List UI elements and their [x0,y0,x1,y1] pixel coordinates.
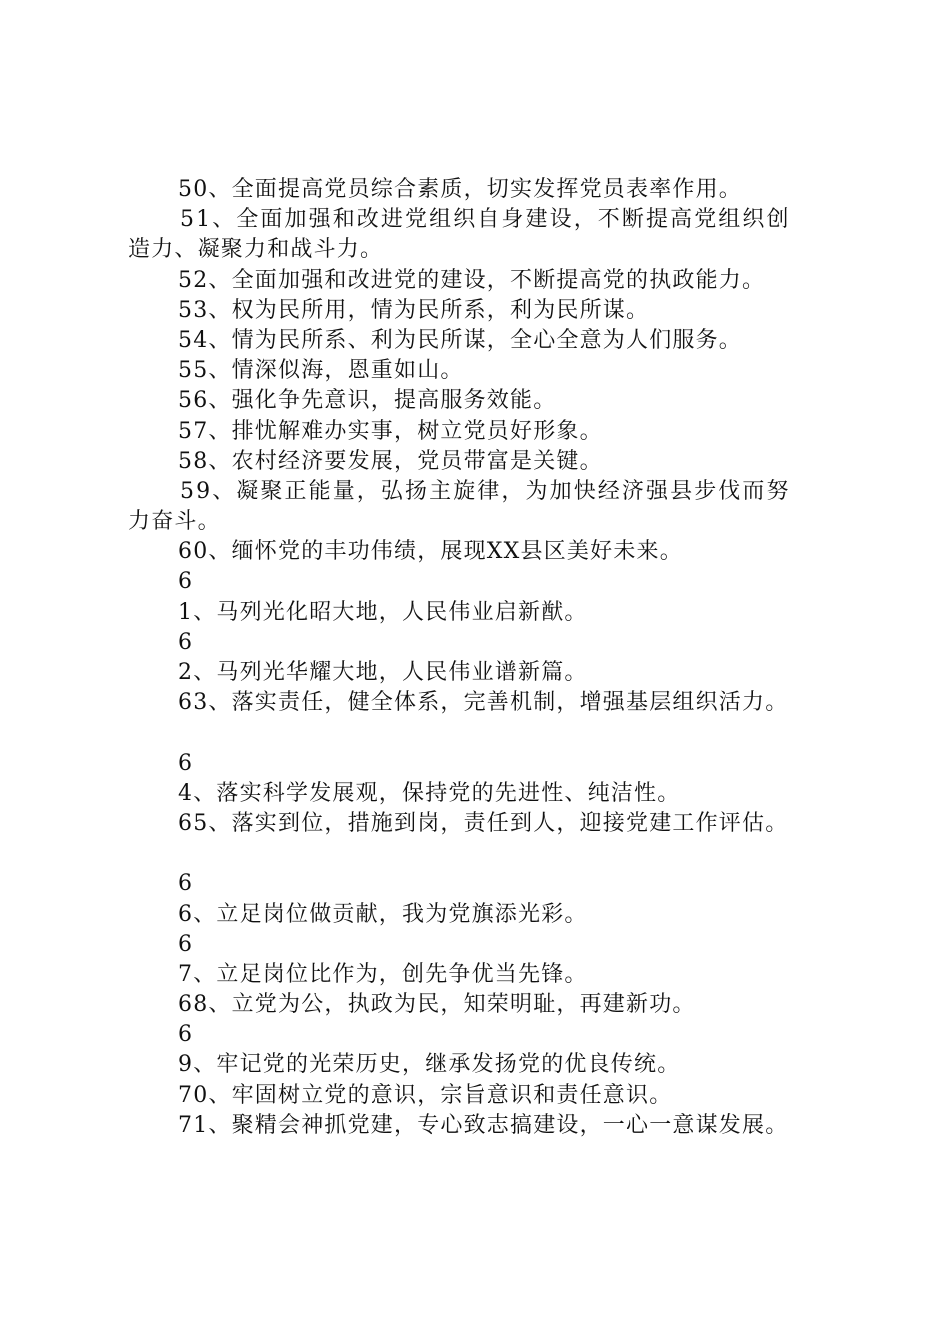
text-line: 57、排忧解难办实事，树立党员好形象。 [178,418,603,444]
text-line: 4、落实科学发展观，保持党的先进性、纯洁性。 [178,780,681,806]
text-line: 58、农村经济要发展，党员带富是关键。 [178,448,603,474]
blank-line [128,718,848,748]
document-body [128,175,848,1141]
text-line: 1、马列光化昭大地，人民伟业启新猷。 [178,599,588,625]
text-line: 6 [178,1022,194,1048]
text-line: 56、强化争先意识，提高服务效能。 [178,388,557,414]
blank-line [128,839,848,869]
text-line: 7、立足岗位比作为，创先争优当先锋。 [178,961,588,987]
text-line: 2、马列光华耀大地，人民伟业谱新篇。 [178,660,588,685]
text-line: 68、立党为公，执政为民，知荣明耻，再建新功。 [178,992,696,1018]
text-line: 6 [178,629,194,655]
text-line: 65、落实到位，措施到岗，责任到人，迎接党建工作评估。 [178,810,789,836]
text-line: 52、全面加强和改进党的建设，不断提高党的执政能力。 [178,267,766,293]
text-line: 6、立足岗位做贡献，我为党旗添光彩。 [178,901,588,927]
text-line: 6 [178,569,194,595]
text-line: 50、全面提高党员综合素质，切实发挥党员表率作用。 [178,177,742,202]
text-line: 63、落实责任，健全体系，完善机制，增强基层组织活力。 [178,690,789,716]
text-line: 6 [178,750,194,776]
text-line: 6 [178,931,194,957]
text-line: 71、聚精会神抓党建，专心致志搞建设，一心一意谋发展。 [178,1112,789,1138]
text-line: 6 [178,871,194,897]
text-line: 59、凝聚正能量，弘扬主旋律，为加快经济强县步伐而努 [180,478,791,504]
text-line: 55、情深似海，恩重如山。 [178,358,464,384]
text-line: 60、缅怀党的丰功伟绩，展现XX县区美好未来。 [178,539,683,565]
text-line: 54、情为民所系、利为民所谋，全心全意为人们服务。 [178,327,742,353]
text-line: 造力、凝聚力和战斗力。 [128,237,384,263]
text-line: 力奋斗。 [128,509,221,535]
text-line: 53、权为民所用，情为民所系，利为民所谋。 [178,297,650,323]
text-line: 9、牢记党的光荣历史，继承发扬党的优良传统。 [178,1052,681,1078]
text-line: 70、牢固树立党的意识，宗旨意识和责任意识。 [178,1082,673,1108]
text-line: 51、全面加强和改进党组织自身建设，不断提高党组织创 [180,207,791,233]
